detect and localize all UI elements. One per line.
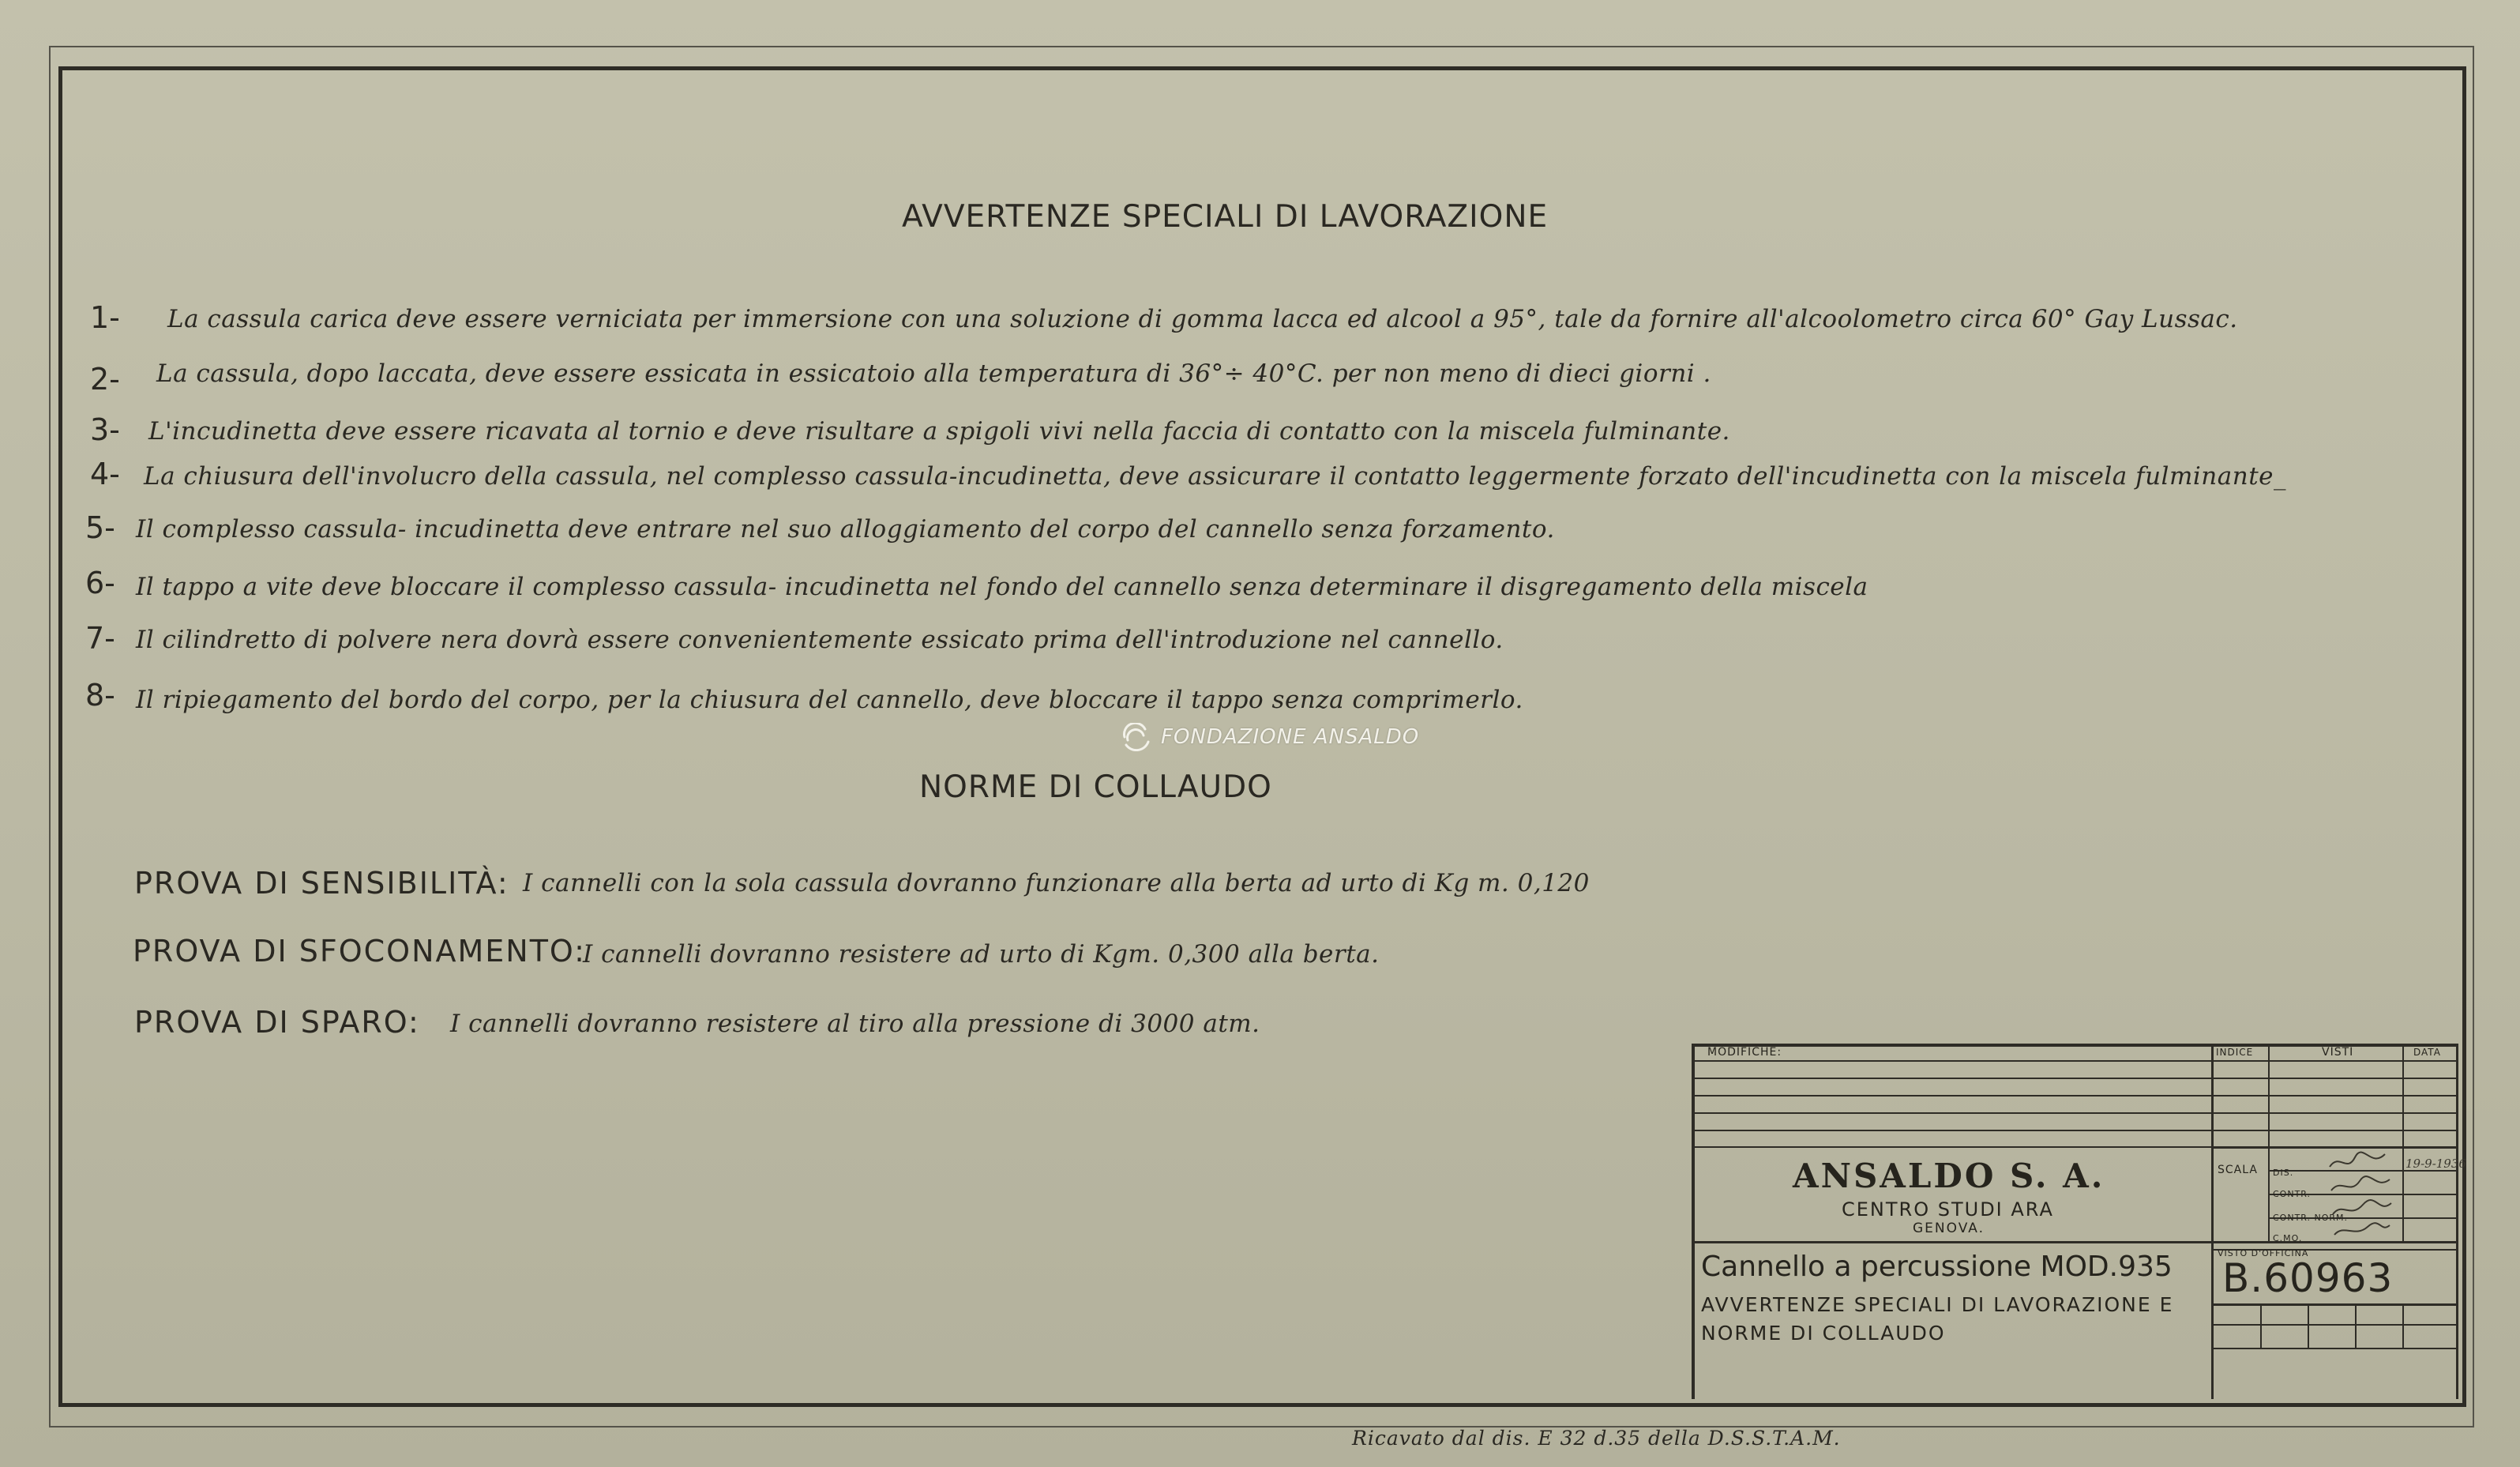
item-number: 7- <box>85 621 115 656</box>
center-name: CENTRO STUDI ARA <box>1842 1198 2054 1221</box>
test-label: PROVA DI SENSIBILITÀ: <box>134 866 509 901</box>
title-block-rule <box>2213 1095 2458 1096</box>
contr-norm-label: CONTR. NORM. <box>2273 1213 2349 1223</box>
modifiche-label: MODIFICHE: <box>1707 1046 1782 1059</box>
item-text: Il ripiegamento del bordo del corpo, per la chiusura del cannello, deve bloccare il tappo senza comprimerlo. <box>136 686 1523 714</box>
title-block-rule <box>1692 1130 2213 1131</box>
item-text: La chiusura dell'involucro della cassula, nel complesso cassula-incudinetta, deve assicurare il contatto leggermente forzato dell'incudinetta con la miscela fulminante_ <box>144 462 2286 491</box>
item-number: 4- <box>90 457 120 491</box>
title-block-rule <box>2213 1078 2458 1079</box>
title-block-rule <box>2213 1303 2458 1306</box>
title-block-rule <box>2268 1044 2270 1241</box>
part-name: Cannello a percussione MOD.935 <box>1701 1251 2173 1283</box>
title-block-rule <box>2402 1303 2404 1348</box>
contr-label: CONTR. <box>2273 1189 2312 1199</box>
city-name: GENOVA. <box>1913 1221 1985 1236</box>
item-text: La cassula, dopo laccata, deve essere essicata in essicatoio alla temperatura di 36°÷ 40°C. per non meno di dieci giorni . <box>156 359 1711 388</box>
item-text: La cassula carica deve essere verniciata per immersione con una soluzione di gomma lacca ed alcool a 95°, tale da fornire all'alcoolometro circa 60° Gay Lussac. <box>167 305 2238 333</box>
item-number: 2- <box>90 362 120 397</box>
approval-date: 19-9-1936 <box>2405 1157 2466 1171</box>
test-label: PROVA DI SPARO: <box>134 1005 420 1040</box>
item-number: 1- <box>90 300 120 335</box>
title-block-rule <box>2456 1044 2458 1399</box>
data-label: DATA <box>2413 1047 2441 1058</box>
footer-note: Ricavato dal dis. E 32 d.35 della D.S.S.T.A.M. <box>1352 1427 1841 1450</box>
title-block-rule <box>1692 1146 2213 1148</box>
ansaldo-swirl-icon <box>1121 723 1153 751</box>
title-block-rule <box>1692 1112 2213 1114</box>
title-block-border <box>1692 1044 1695 1399</box>
test-text: I cannelli dovranno resistere al tiro alla pressione di 3000 atm. <box>450 1010 1260 1038</box>
watermark-text: FONDAZIONE ANSALDO <box>1161 725 1420 749</box>
title-block-rule <box>2308 1303 2309 1348</box>
visto-officina-label: VISTO D'OFFICINA <box>2218 1248 2309 1258</box>
section-title: NORME DI COLLAUDO <box>919 769 1272 805</box>
page-title: AVVERTENZE SPECIALI DI LAVORAZIONE <box>902 199 1549 235</box>
test-text: I cannelli con la sola cassula dovranno funzionare alla berta ad urto di Kg m. 0,120 <box>523 869 1590 897</box>
title-block-rule <box>2213 1130 2458 1131</box>
title-block-rule <box>1692 1060 2458 1062</box>
title-block-rule <box>2211 1044 2214 1399</box>
item-text: Il cilindretto di polvere nera dovrà essere convenientemente essicato prima dell'introduzione nel cannello. <box>136 626 1504 654</box>
test-label: PROVA DI SFOCONAMENTO: <box>133 934 586 969</box>
title-block-rule <box>2213 1324 2458 1326</box>
visti-label: VISTI <box>2322 1046 2354 1059</box>
title-block-rule <box>1692 1078 2213 1079</box>
drawing-subtitle: NORME DI COLLAUDO <box>1701 1322 1946 1345</box>
item-text: Il complesso cassula- incudinetta deve entrare nel suo alloggiamento del corpo del cannello senza forzamento. <box>136 515 1555 544</box>
watermark <box>1121 721 1419 753</box>
drawing-subtitle: AVVERTENZE SPECIALI DI LAVORAZIONE E <box>1701 1293 2174 1316</box>
item-number: 8- <box>85 678 115 713</box>
title-block-rule <box>2402 1044 2404 1241</box>
title-block-rule <box>2355 1303 2357 1348</box>
item-number: 5- <box>85 510 115 545</box>
title-block-rule <box>2213 1112 2458 1114</box>
dis-label: DIS. <box>2273 1168 2294 1178</box>
test-text: I cannelli dovranno resistere ad urto di Kgm. 0,300 alla berta. <box>583 940 1380 969</box>
item-number: 6- <box>85 566 115 600</box>
item-number: 3- <box>90 412 120 447</box>
title-block-rule <box>1692 1095 2213 1096</box>
indice-label: INDICE <box>2216 1047 2254 1058</box>
title-block-rule <box>2260 1303 2262 1348</box>
signature-marks <box>2323 1149 2402 1241</box>
item-text: Il tappo a vite deve bloccare il complesso cassula- incudinetta nel fondo del cannello senza determinare il disgregamento della miscela <box>136 573 1868 601</box>
title-block <box>1692 1044 2466 1399</box>
title-block-rule <box>1692 1241 2213 1243</box>
item-text: L'incudinetta deve essere ricavata al tornio e deve risultare a spigoli vivi nella faccia di contatto con la miscela fulminante. <box>148 417 1730 446</box>
title-block-rule <box>2213 1241 2458 1243</box>
company-name: ANSALDO S. A. <box>1793 1157 2105 1195</box>
cmo-label: C.MO. <box>2273 1233 2303 1243</box>
title-block-rule <box>2213 1146 2458 1149</box>
title-block-rule <box>2213 1348 2458 1349</box>
drawing-number: B.60963 <box>2222 1255 2394 1301</box>
scala-label: SCALA <box>2218 1164 2258 1176</box>
